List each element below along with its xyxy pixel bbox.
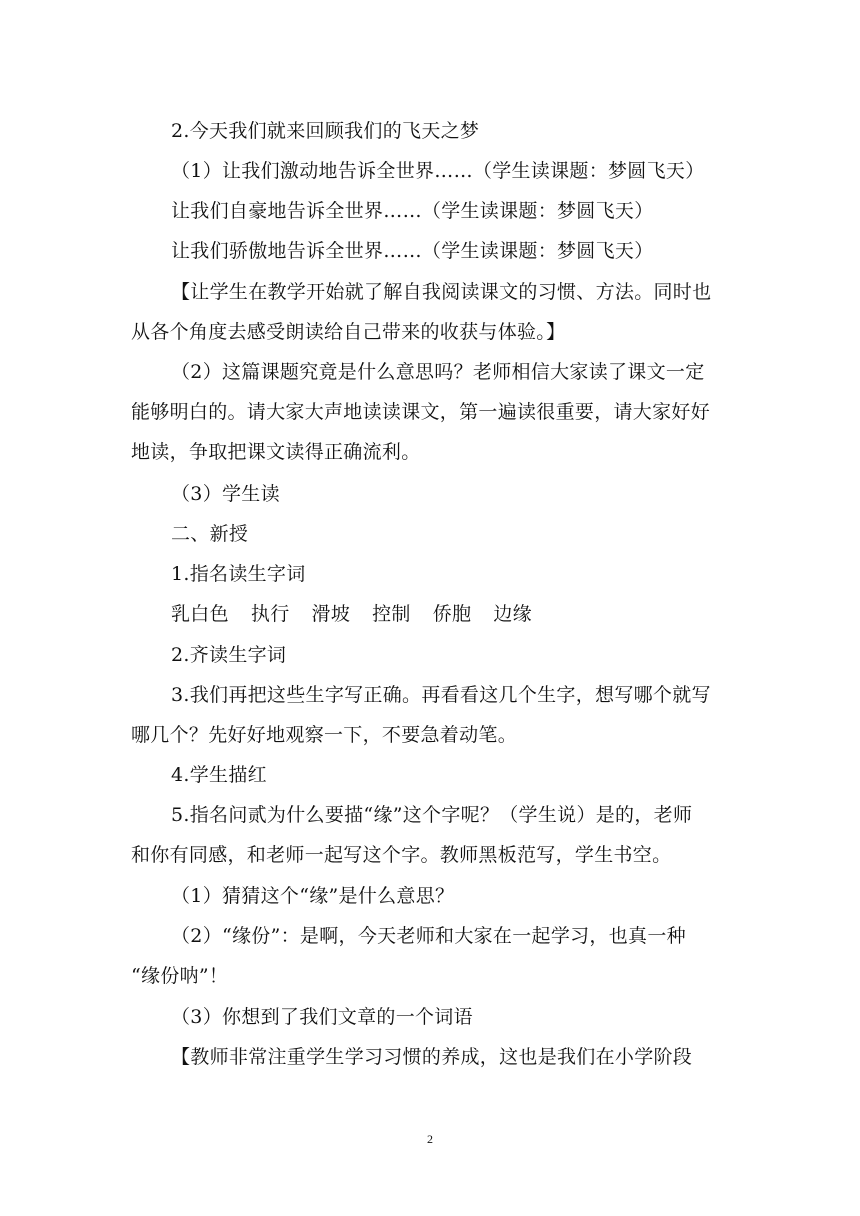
- paragraph-line: 3.我们再把这些生字写正确。再看看这几个生字，想写哪个就写: [171, 684, 711, 706]
- vocabulary-word: 滑坡: [311, 603, 351, 625]
- paragraph-line: （2）“缘份”：是啊，今天老师和大家在一起学习，也真一种: [171, 925, 686, 947]
- paragraph-line: （1）猜猜这个“缘”是什么意思？: [171, 885, 455, 907]
- vocabulary-word: 乳白色: [171, 603, 229, 625]
- annotation-line: 【教师非常注重学生学习习惯的养成，这也是我们在小学阶段: [171, 1046, 693, 1068]
- annotation-line: 【让学生在教学开始就了解自我阅读课文的习惯、方法。同时也: [171, 281, 712, 303]
- paragraph-line: 5.指名问贰为什么要描“缘”这个字呢？（学生说）是的，老师: [171, 804, 693, 826]
- paragraph-line: 和你有同感，和老师一起写这个字。教师黑板范写，学生书空。: [131, 844, 672, 866]
- paragraph-line: （1）让我们激动地告诉全世界……（学生读课题：梦圆飞天）: [171, 160, 705, 182]
- page-number: 2: [427, 1132, 433, 1146]
- paragraph-line: 4.学生描红: [171, 764, 267, 786]
- paragraph-line: 让我们自豪地告诉全世界……（学生读课题：梦圆飞天）: [171, 200, 654, 222]
- vocabulary-list: [171, 601, 554, 627]
- paragraph-line: 能够明白的。请大家大声地读读课文，第一遍读很重要，请大家好好: [131, 401, 711, 423]
- paragraph-line: （3）你想到了我们文章的一个词语: [171, 1006, 473, 1028]
- vocabulary-word: 执行: [250, 603, 290, 625]
- paragraph-line: 2.齐读生字词: [171, 644, 287, 666]
- paragraph-line: 2.今天我们就来回顾我们的飞天之梦: [171, 120, 480, 142]
- paragraph-line: “缘份呐”！: [131, 965, 229, 987]
- paragraph-line: 让我们骄傲地告诉全世界……（学生读课题：梦圆飞天）: [171, 240, 654, 262]
- paragraph-line: 哪几个？先好好地观察一下，不要急着动笔。: [131, 724, 518, 746]
- paragraph-line: （3）学生读: [171, 483, 280, 505]
- section-heading: 二、新授: [171, 523, 249, 545]
- vocabulary-word: 边缘: [493, 603, 532, 625]
- paragraph-line: 地读，争取把课文读得正确流利。: [131, 441, 421, 463]
- paragraph-line: （2）这篇课题究竟是什么意思吗？老师相信大家读了课文一定: [171, 361, 705, 383]
- vocabulary-word: 侨胞: [432, 603, 472, 625]
- paragraph-line: 1.指名读生字词: [171, 563, 306, 585]
- annotation-line: 从各个角度去感受朗读给自己带来的收获与体验。】: [131, 321, 566, 343]
- vocabulary-word: 控制: [372, 603, 411, 625]
